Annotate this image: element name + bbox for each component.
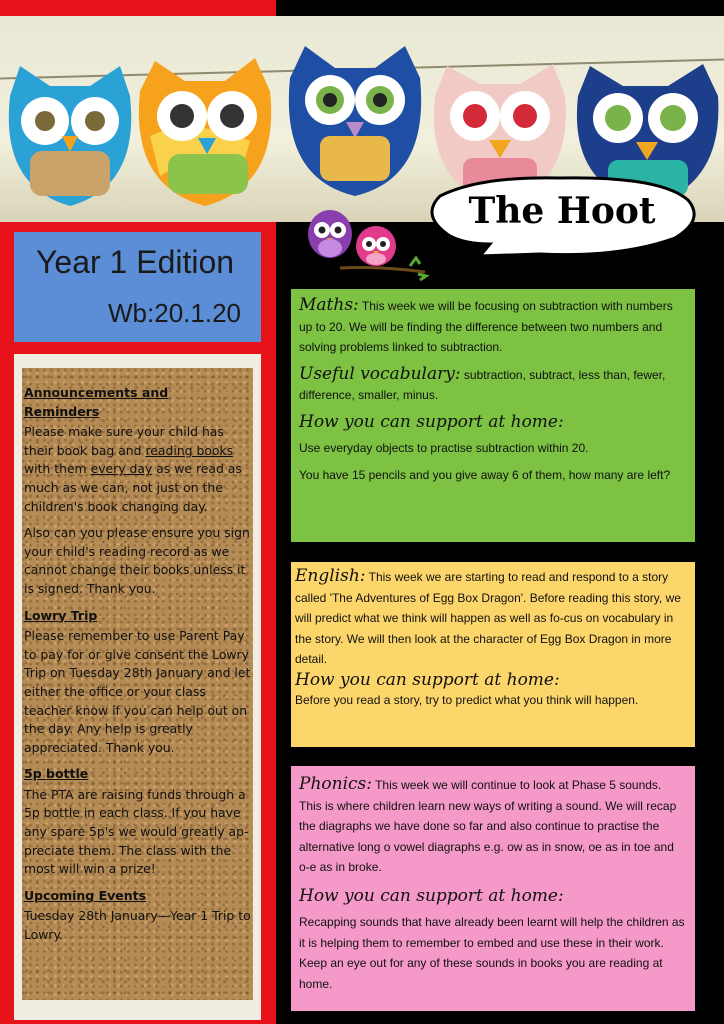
phonics-intro: Phonics: This week we will continue to look at Phase 5 sounds. This is where children learn new ways of writing a sound. We will recap the diagraphs we have done so far and also continue to practise the alternative long o vowel diagraphs e.g. ow as in snow, oe as in toe and o-e as in broke. <box>299 774 677 874</box>
lowry-trip-text: Please remember to use Parent Pay to pay for or give consent the Lowry Trip on Tuesday 28th January and let either the office or your class teacher know if you can help out on the day. Any help is greatly appreciated. Thank you. <box>24 628 251 755</box>
reading-record-reminder: Also can you please ensure you sign your child's reading record as we cannot change their books unless it is signed. Thank you. <box>24 525 250 596</box>
fabric-owl-orange <box>130 46 280 216</box>
edition-title: Year 1 Edition <box>36 244 235 280</box>
maths-label: Maths: <box>299 295 359 315</box>
announcements-text <box>24 384 252 953</box>
phonics-support-heading: How you can support at home: <box>299 885 564 906</box>
announcements-board <box>14 354 261 1020</box>
maths-intro: Maths: This week we will be focusing on subtraction with numbers up to 20. We will be finding the difference between two numbers and solving problems linked to subtraction. <box>299 295 673 354</box>
fabric-owl-navy <box>280 38 430 208</box>
english-support-text: Before you read a story, try to predict what you think will happen. <box>295 693 639 707</box>
upcoming-events-text: Tuesday 28th January—Year 1 Trip to Lowry. <box>24 908 251 943</box>
lowry-trip-heading: Lowry Trip <box>24 607 98 623</box>
cartoon-owls-on-branch <box>300 206 430 286</box>
reading-books-reminder: Please make sure your child has their book bag and reading books with them every day as we read as much as we can, not just on the children's book changing day. <box>24 424 242 514</box>
maths-support-2: You have 15 pencils and you give away 6 of them, how many are left? <box>299 467 671 482</box>
english-label: English: <box>295 566 366 586</box>
upcoming-events-heading: Upcoming Events <box>24 887 147 903</box>
phonics-support-text: Recapping sounds that have already been learnt will help the children as it is helping them to remember to embed and use these in their work. Keep an eye out for any of these sounds in books you are reading at home. <box>299 915 685 991</box>
edition-box <box>14 232 261 342</box>
english-panel <box>291 562 695 747</box>
english-support-heading: How you can support at home: <box>295 669 560 690</box>
english-intro: English: This week we are starting to read and respond to a story called 'The Adventures of Egg Box Dragon'. Before reading this story, we will predict what we think will happen as well as fo-cus on vocabulary in the story. We will then look at the character of Egg Box Dragon in more detail. <box>295 566 681 666</box>
maths-vocabulary: Useful vocabulary: subtraction, subtract, less than, fewer, difference, smaller, minus. <box>299 363 666 402</box>
bottle-heading: 5p bottle <box>24 766 89 782</box>
phonics-panel <box>291 766 695 1011</box>
fabric-owl-blue <box>0 56 140 216</box>
edition-week: Wb:20.1.20 <box>108 298 241 328</box>
vocab-label: Useful vocabulary: <box>299 363 461 384</box>
maths-support-heading: How you can support at home: <box>299 411 564 432</box>
bottle-text: The PTA are raising funds through a 5p bottle in each class. If you have any spare 5p's we would greatly ap-preciate them. The class with the most will win a prize! <box>24 786 249 877</box>
phonics-label: Phonics: <box>299 774 372 794</box>
maths-panel <box>291 289 695 542</box>
maths-support-1: Use everyday objects to practise subtraction within 20. <box>299 441 589 455</box>
announcements-heading: Announcements and Reminders <box>24 385 169 419</box>
newsletter-title: The Hoot <box>468 190 656 232</box>
